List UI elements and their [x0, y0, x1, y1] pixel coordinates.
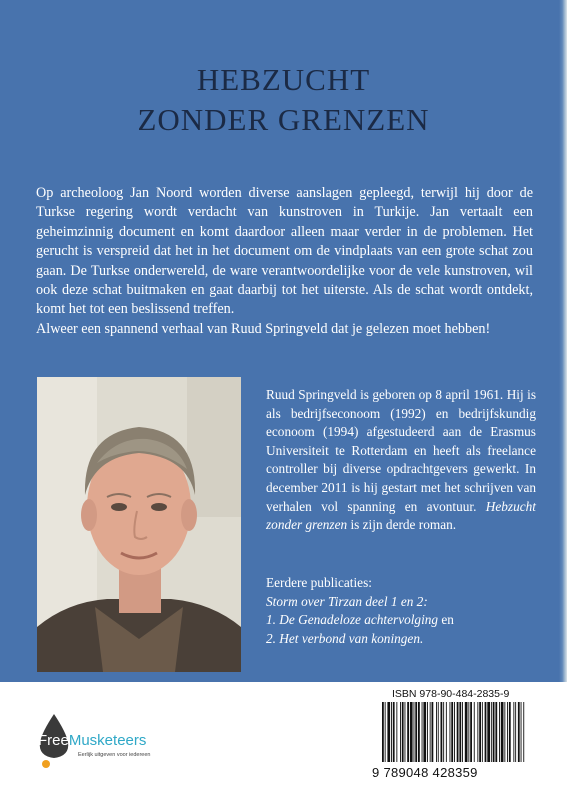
barcode-bar: [504, 702, 505, 762]
barcode-bar: [501, 702, 504, 762]
barcode-bar: [430, 702, 431, 762]
barcode-bar: [474, 702, 475, 762]
barcode-bar: [450, 702, 451, 762]
barcode-bar: [387, 702, 390, 762]
publications-series: Storm over Tirzan deel 1 en 2:: [266, 593, 428, 609]
publication-item-2: 2. Het verbond van koningen.: [266, 630, 424, 646]
publication-item-1-title: 1. De Genadeloze achtervolging: [266, 612, 439, 628]
barcode-bar: [495, 702, 497, 762]
barcode-bar: [468, 702, 469, 762]
barcode-bar: [507, 702, 508, 762]
publisher-name: [38, 732, 146, 749]
barcode-bar: [415, 702, 417, 762]
barcode-bar: [485, 702, 487, 762]
isbn-label: ISBN 978-90-484-2835-9: [392, 688, 510, 700]
barcode: [380, 702, 530, 762]
barcode-bar: [402, 702, 404, 762]
publications-heading: Eerdere publicaties:: [266, 575, 372, 590]
barcode-bar: [487, 702, 490, 762]
barcode-bar: [493, 702, 495, 762]
previous-publications: [266, 574, 546, 648]
barcode-bar: [427, 702, 428, 762]
barcode-bar: [393, 702, 395, 762]
barcode-bar: [515, 702, 516, 762]
barcode-bar: [391, 702, 392, 762]
barcode-digits: 9 789048 428359: [372, 765, 478, 780]
publication-item-1-suffix: en: [438, 612, 454, 628]
barcode-bar: [385, 702, 386, 762]
barcode-bar: [454, 702, 455, 762]
barcode-bar: [396, 702, 397, 762]
author-portrait-image: [37, 377, 241, 672]
barcode-bar: [446, 702, 447, 762]
barcode-bar: [491, 702, 492, 762]
publisher-logo: [34, 712, 184, 772]
barcode-bar: [499, 702, 500, 762]
barcode-bar: [523, 702, 524, 762]
barcode-bar: [422, 702, 423, 762]
barcode-bar: [513, 702, 514, 762]
barcode-bar: [509, 702, 511, 762]
barcode-bar: [459, 702, 461, 762]
barcode-bar: [432, 702, 434, 762]
barcode-bar: [443, 702, 444, 762]
publisher-tagline: Eerlijk uitgeven voor iedereen: [78, 752, 151, 758]
author-photo: [37, 377, 241, 672]
barcode-bar: [407, 702, 409, 762]
blurb-closing: Alweer een spannend verhaal van Ruud Springveld dat je gelezen moet hebben!: [36, 320, 491, 337]
barcode-bar: [382, 702, 384, 762]
barcode-bar: [477, 702, 478, 762]
publisher-name-musketeers: Musketeers: [68, 732, 147, 749]
author-bio: [266, 386, 536, 535]
barcode-bar: [400, 702, 401, 762]
barcode-bar: [518, 702, 520, 762]
barcode-bar: [438, 702, 439, 762]
publication-item-1: [266, 611, 546, 630]
bio-suffix: is zijn derde roman.: [347, 517, 457, 533]
bio-book-title: Hebzucht zonder grenzen: [266, 498, 537, 533]
barcode-bar: [423, 702, 426, 762]
blurb-paragraph: Op archeoloog Jan Noord worden diverse aanslagen gepleegd, terwijl hij door de Turkse regering wordt verdacht van kunstroven in Turkije. Jan vertaalt een geheimzinnig document en komt daardoor alleen maar verder in de problemen. Het gerucht is verspreid dat het in het document om de vindplaats van een grote schat zou gaan. De Turkse onderwereld, de ware verantwoordelijke voor de vele kunstroven, wil ook deze schat buitmaken en gaat daarbij tot het uiterste. Als de schat wordt ontdekt, komt het tot een beslissend treffen.: [36, 185, 533, 318]
barcode-bar: [521, 702, 522, 762]
title-line-1: HEBZUCHT: [196, 62, 371, 97]
barcode-bar: [457, 702, 459, 762]
barcode-bar: [410, 702, 413, 762]
barcode-bar: [479, 702, 481, 762]
book-title: [0, 60, 567, 140]
author-bio-text: [266, 386, 536, 535]
barcode-bar: [482, 702, 483, 762]
title-line-2: ZONDER GRENZEN: [137, 102, 430, 137]
publisher-name-free: Free: [38, 732, 69, 749]
barcode-bar: [470, 702, 472, 762]
barcode-bar: [441, 702, 443, 762]
barcode-bar: [405, 702, 406, 762]
barcode-bar: [418, 702, 420, 762]
blurb: [36, 184, 533, 339]
barcode-bar: [451, 702, 453, 762]
barcode-bar: [414, 702, 415, 762]
bio-main: Ruud Springveld is geboren op 8 april 1961. Hij is als bedrijfseconoom (1992) en bedrijfskundig econoom (1994) afgestudeerd aan de Erasmus Universiteit te Rotterdam en heeft als freelance controller bij diverse opdrachtgevers gewerkt. In december 2011 is hij gestart met het schrijven van verhalen vol spanning en avontuur.: [266, 387, 536, 514]
barcode-bar: [462, 702, 463, 762]
barcode-bar: [436, 702, 437, 762]
barcode-bar: [465, 702, 468, 762]
